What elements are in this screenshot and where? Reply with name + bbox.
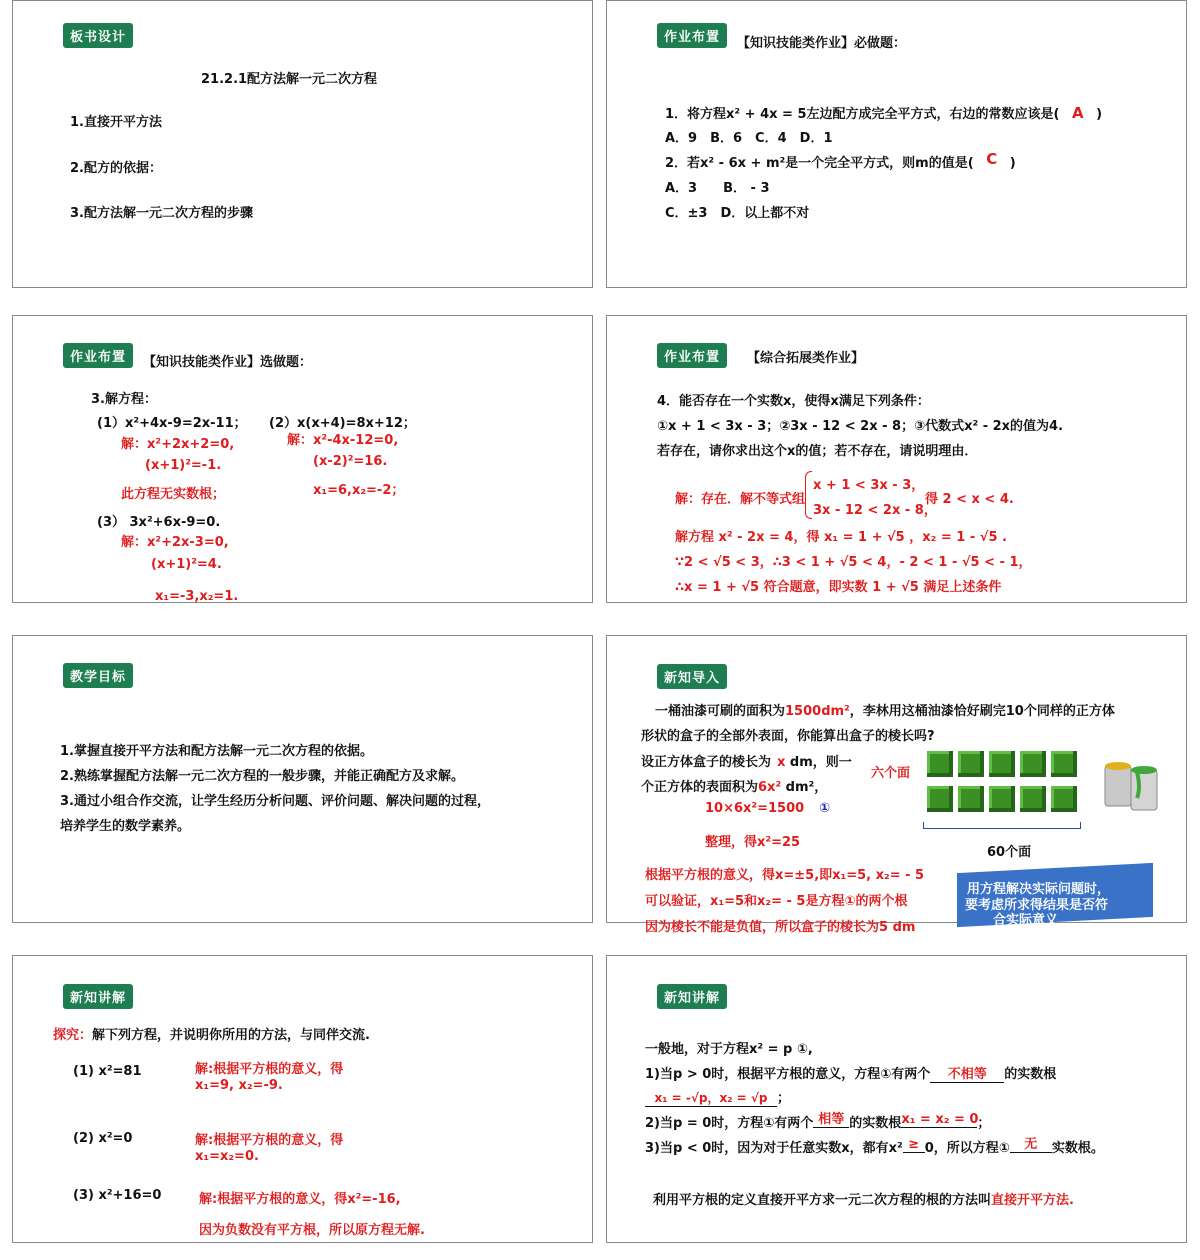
summary-line-2a: 1)当p > 0时，根据平方根的意义，方程①有两个: [645, 1067, 931, 1082]
note-line-1: 用方程解决实际问题时，: [967, 882, 1111, 897]
solution-line-4: ∴x = 1 + √5 符合题意，即实数 1 + √5 满足上述条件: [675, 580, 1002, 595]
summary-line-6a: 利用平方根的定义直接开平方求一元二次方程的根的方法叫: [653, 1193, 992, 1208]
summary-line-2: [645, 1063, 1056, 1083]
solution-lead: 解：存在．解不等式组: [675, 492, 806, 507]
cube-icon: [1051, 751, 1077, 777]
exercise-3-step-1: 解:根据平方根的意义，得x²=-16,: [199, 1192, 401, 1207]
board-item-1: 1.直接开平方法: [70, 115, 162, 130]
system-inequality-1: x + 1 < 3x - 3，: [813, 478, 925, 493]
cube-icon: [1020, 786, 1046, 812]
slide-board-design: [12, 0, 593, 288]
blank-unequal: 不相等: [930, 1063, 1004, 1083]
intro-line-3: [641, 751, 852, 770]
cube-icon: [989, 751, 1015, 777]
system-brace: [805, 471, 812, 519]
blank-roots: x₁ = -√p，x₂ = √p: [645, 1089, 777, 1107]
question-4-ask: 若存在，请你求出这个x的值；若不存在，请说明理由．: [657, 444, 978, 459]
equation-1-mark: ①: [819, 801, 831, 816]
homework-heading: 【知识技能类作业】必做题：: [737, 36, 907, 51]
slide-badge: 板书设计: [63, 23, 133, 48]
intro-line-2: 形状的盒子的全部外表面，你能算出盒子的棱长吗?: [641, 729, 935, 744]
slide-homework-optional: [12, 315, 593, 603]
problem-2-step-2: (x-2)²=16.: [313, 454, 388, 469]
problem-2-step-3: x₁=6,x₂=-2；: [313, 483, 405, 498]
six-faces-label: 六个面: [871, 766, 911, 781]
question-3: 3.解方程：: [91, 392, 157, 407]
result-line-1: 根据平方根的意义，得x=±5,即x₁=5, x₂= - 5: [645, 868, 925, 883]
blank-double-root: x₁ = x₂ = 0: [901, 1112, 979, 1127]
cube-icon: [958, 751, 984, 777]
summary-line-6: [653, 1189, 1074, 1208]
slide-new-knowledge-summary: [606, 955, 1187, 1243]
intro-line-3c: dm，则一: [785, 755, 852, 770]
exercise-1-step-1: 解:根据平方根的意义，得: [195, 1062, 344, 1077]
exercise-3-step-2: 因为负数没有平方根，所以原方程无解.: [199, 1223, 425, 1238]
slide-new-knowledge-explore: [12, 955, 593, 1243]
slide-badge: 教学目标: [63, 663, 133, 688]
question-2-answer: C: [986, 150, 998, 168]
board-item-2: 2.配方的依据：: [70, 161, 162, 176]
question-1-close: ): [1096, 107, 1103, 122]
problem-1-step-3: 此方程无实数根；: [121, 487, 226, 502]
result-line-2: 可以验证，x₁=5和x₂= - 5是方程①的两个根: [645, 894, 908, 909]
slide-badge: 新知讲解: [657, 984, 727, 1009]
blank-equal: 相等: [813, 1108, 849, 1128]
summary-line-2b: 的实数根: [1004, 1067, 1057, 1082]
question-1-options: A．9 B．6 C．4 D．1: [665, 131, 833, 146]
paint-bucket-icon: [1101, 754, 1165, 814]
question-1: [665, 103, 1102, 122]
summary-line-4: [645, 1112, 990, 1132]
intro-line-1c: ，李林用这桶油漆恰好刷完10个同样的正方体: [849, 704, 1115, 719]
goal-3-cont: 培养学生的数学素养。: [60, 819, 191, 834]
intro-line-1a: 一桶油漆可刷的面积为: [655, 704, 786, 719]
exercise-2-step-2: x₁=x₂=0.: [195, 1149, 259, 1164]
question-2-text: 2．若x² - 6x + m²是一个完全平方式，则m的值是(: [665, 156, 974, 171]
question-2: [665, 152, 1016, 171]
problem-3-step-3: x₁=-3,x₂=1.: [155, 589, 239, 604]
explore-label: 探究：: [53, 1028, 93, 1043]
question-2-options-2: C．±3 D．以上都不对: [665, 206, 810, 221]
note-line-2: 要考虑所求得结果是否符: [965, 898, 1109, 913]
summary-line-5a: 3)当p < 0时，因为对于任意实数x，都有x²: [645, 1141, 903, 1156]
summary-line-1: 一般地，对于方程x² = p ①,: [645, 1042, 813, 1057]
slide-badge: 新知讲解: [63, 984, 133, 1009]
cube-icon: [1051, 786, 1077, 812]
faces-brace: [923, 822, 1081, 829]
summary-line-5c: 实数根。: [1051, 1141, 1104, 1156]
question-4: 4．能否存在一个实数x，使得x满足下列条件：: [657, 394, 930, 409]
goal-2: 2.熟练掌握配方法解一元二次方程的一般步骤，并能正确配方及求解。: [60, 769, 464, 784]
problem-3-step-1: 解：x²+2x-3=0,: [121, 535, 229, 550]
goal-1: 1.掌握直接开平方法和配方法解一元二次方程的依据。: [60, 744, 373, 759]
intro-line-4a: 个正方体的表面积为: [641, 780, 759, 795]
homework-heading: 【知识技能类作业】选做题：: [143, 355, 313, 370]
exercise-3: (3) x²+16=0: [73, 1188, 162, 1203]
solution-line-2: 解方程 x² - 2x = 4，得 x₁ = 1 + √5 ，x₂ = 1 - √5 .: [675, 530, 1007, 545]
blank-none: 无: [1010, 1133, 1052, 1153]
cube-icon: [927, 751, 953, 777]
exercise-2-step-1: 解:根据平方根的意义，得: [195, 1133, 344, 1148]
cube-icon: [1020, 751, 1046, 777]
cube-icon: [958, 786, 984, 812]
explore-text: 解下列方程，并说明你所用的方法，与同伴交流.: [92, 1028, 370, 1043]
paint-area: 1500dm²: [785, 704, 850, 719]
slide-badge: 作业布置: [657, 343, 727, 368]
goal-3: 3.通过小组合作交流，让学生经历分析问题、评价问题、解决问题的过程，: [60, 794, 490, 809]
variable-x: x: [777, 755, 786, 770]
intro-line-3a: 设正方体盒子的棱长为: [641, 755, 772, 770]
equation-1: 10×6x²=1500: [705, 801, 805, 816]
system-inequality-2: 3x - 12 < 2x - 8，: [813, 503, 937, 518]
method-name: 直接开平方法.: [991, 1193, 1074, 1208]
problem-3-step-2: (x+1)²=4.: [151, 557, 222, 572]
board-item-3: 3.配方法解一元二次方程的步骤: [70, 206, 253, 221]
slide-homework-required: [606, 0, 1187, 288]
intro-line-1: [655, 700, 1115, 719]
question-4-conditions: ①x + 1 < 3x - 3；②3x - 12 < 2x - 8；③代数式x² - 2x的值为4.: [657, 419, 1064, 434]
summary-line-3b: ；: [777, 1091, 791, 1106]
slide-badge: 作业布置: [63, 343, 133, 368]
exercise-1-step-2: x₁=9, x₂=-9.: [195, 1078, 283, 1093]
solution-range: 得 2 < x < 4.: [925, 492, 1014, 507]
question-1-text: 1．将方程x² + 4x = 5左边配方成完全平方式，右边的常数应该是(: [665, 107, 1060, 122]
explore-line: [53, 1024, 370, 1043]
intro-line-4: [641, 776, 827, 795]
problem-2: (2）x(x+4)=8x+12；: [269, 416, 416, 431]
summary-line-4b: 的实数根: [849, 1116, 902, 1131]
solution-line-3: ∵2 < √5 < 3，∴3 < 1 + √5 < 4，- 2 < 1 - √5 < - 1，: [675, 555, 1032, 570]
problem-2-step-1: 解：x²-4x-12=0,: [287, 433, 399, 448]
question-2-close: ): [1009, 156, 1016, 171]
summary-line-4c: ；: [977, 1116, 991, 1131]
problem-1: (1）x²+4x-9=2x-11；: [97, 416, 247, 431]
summary-line-5b: 0，所以方程①: [924, 1141, 1010, 1156]
blank-geq: ≥: [903, 1137, 925, 1153]
slide-badge: 作业布置: [657, 23, 727, 48]
slide-teaching-goals: [12, 635, 593, 923]
cube-icon: [927, 786, 953, 812]
slide-new-knowledge-intro: [606, 635, 1187, 935]
result-line-3: 因为棱长不能是负值，所以盒子的棱长为5 dm: [645, 920, 916, 935]
intro-line-4c: dm²，: [781, 780, 828, 795]
slide-homework-extension: [606, 315, 1187, 603]
slide-badge: 新知导入: [657, 664, 727, 689]
homework-heading: 【综合拓展类作业】: [747, 351, 865, 366]
problem-1-step-1: 解：x²+2x+2=0,: [121, 437, 235, 452]
exercise-1: (1) x²=81: [73, 1064, 142, 1079]
problem-1-step-2: (x+1)²=-1.: [145, 458, 222, 473]
summary-line-3: [645, 1087, 790, 1107]
summary-line-5: [645, 1137, 1104, 1157]
summary-line-4a: 2)当p = 0时，方程①有两个: [645, 1116, 814, 1131]
slide-title: 21.2.1配方法解一元二次方程: [201, 72, 378, 87]
question-1-answer: A: [1071, 104, 1084, 122]
sixty-faces-label: 60个面: [987, 845, 1032, 860]
equation-2: 整理，得x²=25: [705, 835, 801, 850]
note-line-3: 合实际意义: [993, 913, 1059, 928]
exercise-2: (2) x²=0: [73, 1131, 133, 1146]
question-2-options-1: A．3 B． - 3: [665, 181, 770, 196]
cube-icon: [989, 786, 1015, 812]
surface-area: 6x²: [758, 780, 782, 795]
problem-3: (3） 3x²+6x-9=0.: [97, 515, 221, 530]
